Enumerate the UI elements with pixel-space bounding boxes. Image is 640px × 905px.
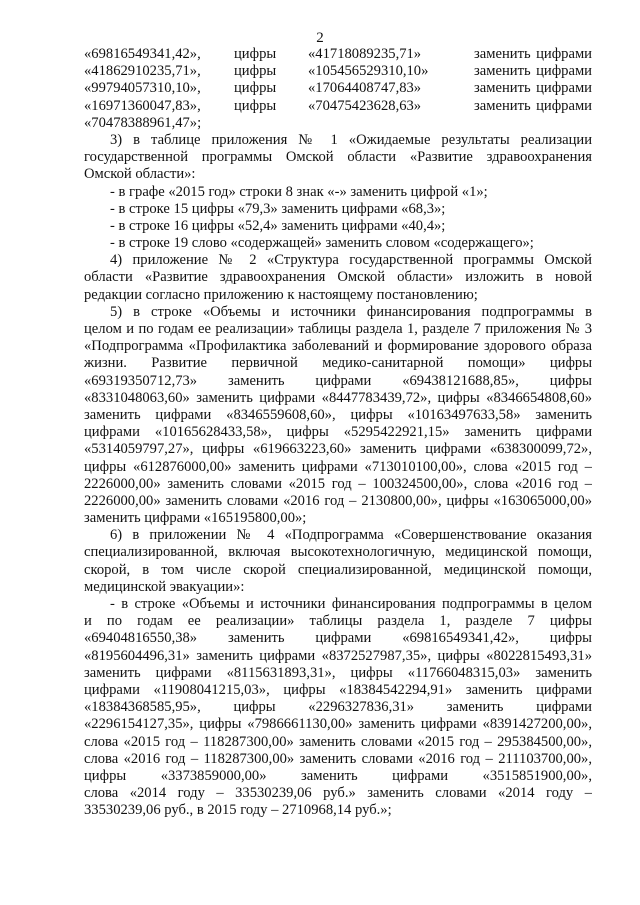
text-line: слова «2015 год – 118287300,00» заменить словами «2015 год – 295384500,00», <box>84 733 592 750</box>
text-line: «69319350712,73» заменить цифрами «69438121688,85», цифры <box>84 372 592 389</box>
replacement-object: цифрами <box>536 46 592 62</box>
replacement-row <box>84 98 592 115</box>
replacement-action: заменить <box>474 80 531 97</box>
replacement-from: «69816549341,42», <box>84 46 201 62</box>
text-line: - в строке 16 цифры «52,4» заменить цифрами «40,4»; <box>110 217 446 234</box>
text-line: «18384368585,95», цифры «2296327836,31» заменить цифрами <box>84 699 592 716</box>
text-line: «Подпрограмма «Профилактика заболеваний и формирование здорового образа <box>84 338 592 355</box>
text-line: заменить цифрами «8115631893,31», цифры «11766048315,03» заменить <box>84 664 592 681</box>
text-line: области «Развитие здравоохранения Омской области» изложить в новой <box>84 269 592 286</box>
text-line: - в строке 19 слово «содержащей» заменить словом «содержащего»; <box>110 235 534 252</box>
text-line: «69404816550,38» заменить цифрами «69816549341,42», цифры <box>84 630 592 647</box>
text-line: специализированной, включая высокотехнологичную, медицинской помощи, <box>84 544 592 561</box>
replacement-to: «105456529310,10» <box>308 63 429 80</box>
text-line: цифрами «10165628433,58», цифры «5295422921,15» заменить цифрами <box>84 424 592 441</box>
replacement-object: цифрами <box>536 80 592 97</box>
text-line: «8331048063,60» заменить цифрами «8447783439,72», цифры «8346654808,60» <box>84 389 592 406</box>
text-line: 2226000,00» заменить словами «2015 год – 100324500,00», слова «2016 год – <box>84 475 592 492</box>
text-line: 2226000,00» заменить словами «2016 год – 2130800,00», цифры «163065000,00» <box>84 492 592 509</box>
text-line: Омской области»: <box>84 166 196 183</box>
text-line: редакции согласно приложению к настоящему постановлению; <box>84 286 478 303</box>
text-line: целом и по годам ее реализации» таблицы раздела 1, разделе 7 приложения № 3 <box>84 321 592 337</box>
text-line: 5) в строке «Объемы и источники финансирования подпрограммы в <box>110 303 592 320</box>
text-line: слова «2014 году – 33530239,06 руб.» заменить словами «2014 году – <box>84 785 592 802</box>
text-line: «8195604496,31» заменить цифрами «8372527987,35», цифры «8022815493,31» <box>84 647 592 664</box>
text-line: цифрами «11908041215,03», цифры «18384542294,91» заменить цифрами <box>84 681 592 698</box>
text-line: 33530239,06 руб., в 2015 году – 2710968,14 руб.»; <box>84 802 392 819</box>
text-line: медицинской эвакуации»: <box>84 578 245 595</box>
text-line: 6) в приложении № 4 «Подпрограмма «Совершенствование оказания <box>110 527 592 544</box>
replacement-word: цифры <box>234 63 277 80</box>
text-line: скорой, в том числе скорой специализированной, медицинской помощи, <box>84 561 592 578</box>
text-line: 3) в таблице приложения № 1 «Ожидаемые результаты реализации <box>110 131 592 148</box>
replacement-to: «70475423628,63» <box>308 97 422 114</box>
text-line: цифры «612876000,00» заменить цифрами «713010100,00», слова «2015 год – <box>84 458 592 475</box>
replacement-row <box>84 63 592 80</box>
replacement-to: «17064408747,83» <box>308 80 422 97</box>
text-line: жизни. Развитие первичной медико-санитарной помощи» цифры <box>84 355 592 372</box>
replacement-action: заменить <box>474 63 531 80</box>
text-line: - в строке «Объемы и источники финансирования подпрограммы в целом <box>110 596 592 612</box>
text-line: заменить цифрами «165195800,00»; <box>84 510 307 527</box>
replacement-word: цифры <box>234 97 277 114</box>
text-line: цифры «3373859000,00» заменить цифрами «3515851900,00», <box>84 767 592 784</box>
replacement-object: цифрами <box>536 97 592 114</box>
replacement-action: заменить <box>474 97 531 114</box>
text-line: и по годам ее реализации» таблицы раздела 1, разделе 7 цифры <box>84 613 592 630</box>
text-line: заменить цифрами «8346559608,60», цифры «10163497633,58» заменить <box>84 406 592 423</box>
text-line: - в строке 15 цифры «79,3» заменить цифрами «68,3»; <box>110 200 446 217</box>
replacement-from: «16971360047,83», <box>84 97 201 114</box>
replacement-row <box>84 80 592 97</box>
replacement-from: «99794057310,10», <box>84 80 201 97</box>
replacement-action: заменить <box>474 46 531 62</box>
text-line: «2296154127,35», цифры «7986661130,00» заменить цифрами «8391427200,00», <box>84 716 592 733</box>
replacement-word: цифры <box>234 46 277 62</box>
replacement-to: «41718089235,71» <box>308 46 422 62</box>
text-line: «5314059797,27», цифры «619663223,60» заменить цифрами «638300099,72», <box>84 441 592 458</box>
text-line: - в графе «2015 год» строки 8 знак «-» заменить цифрой «1»; <box>110 183 488 200</box>
replacement-word: цифры <box>234 80 277 97</box>
replacement-row <box>84 46 592 63</box>
text-line: слова «2016 год – 118287300,00» заменить словами «2016 год – 211103700,00», <box>84 750 592 767</box>
text-line: государственной программы Омской области «Развитие здравоохранения <box>84 149 592 166</box>
page-number: 2 <box>316 30 324 46</box>
document-body <box>84 46 592 819</box>
text-line: «70478388961,47»; <box>84 114 202 131</box>
replacement-from: «41862910235,71», <box>84 63 201 80</box>
text-line: 4) приложение № 2 «Структура государственной программы Омской <box>110 252 592 269</box>
replacement-object: цифрами <box>536 63 592 80</box>
